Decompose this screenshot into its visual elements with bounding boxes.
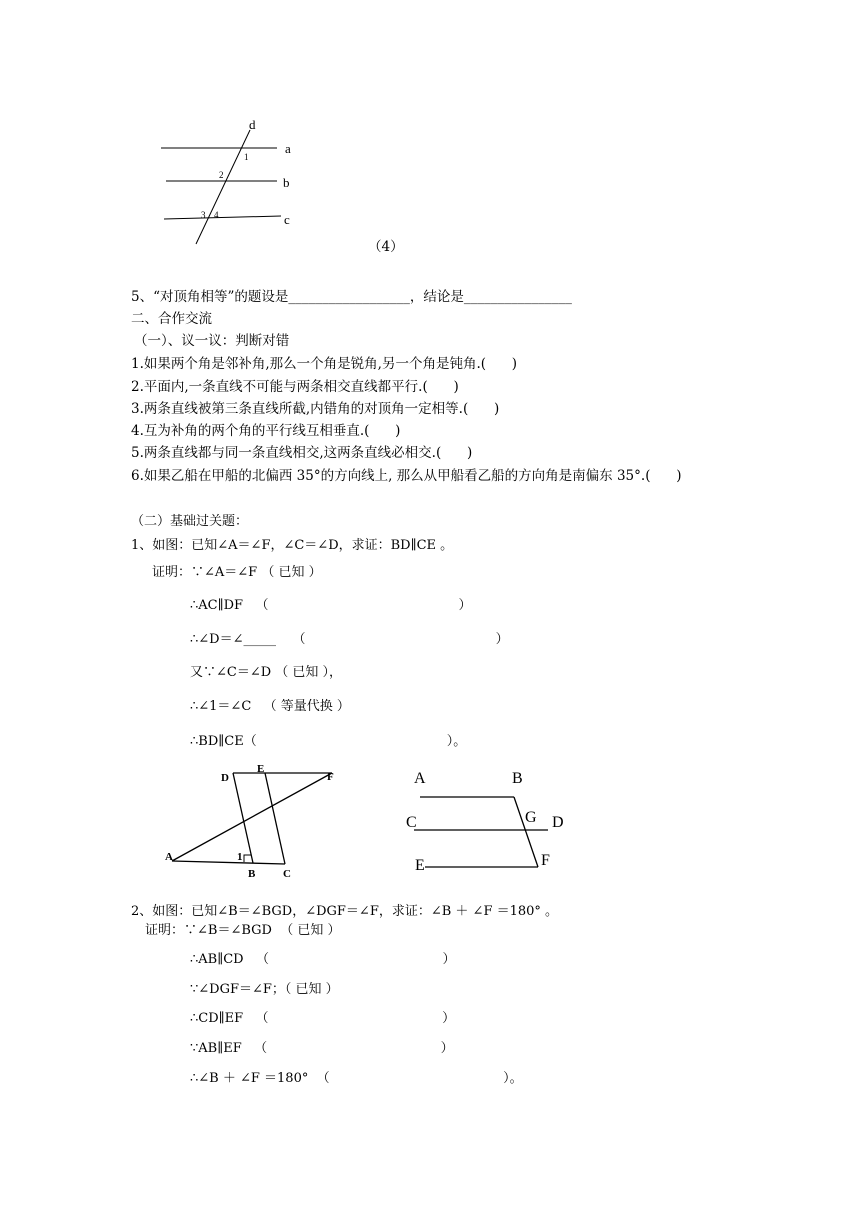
label-F: F [541, 852, 550, 869]
label-angle-3: 3 [201, 210, 206, 220]
segment-BF [514, 797, 538, 867]
label-angle-1: 1 [244, 152, 249, 162]
problem-1-proof-line-2: ∴AC∥DF （ ） [190, 598, 472, 613]
label-A: A [414, 770, 426, 787]
problem-2-proof-line-5: ∵AB∥EF （ ） [190, 1041, 454, 1056]
judge-item-6: 6.如果乙船在甲船的北偏西 35°的方向线上, 那么从甲船看乙船的方向角是南偏东 35°.( ) [131, 468, 682, 484]
problem-2-statement: 2、如图：已知∠B＝∠BGD，∠DGF＝∠F，求证：∠B ＋ ∠F ＝180° 。 [131, 904, 559, 919]
label-1: 1 [237, 851, 243, 863]
section-2-2-heading: （二）基础过关题： [131, 514, 249, 529]
problem-1-proof-line-3: ∴∠D＝∠_____ （ ） [190, 632, 509, 647]
problem-2-proof-line-2: ∴AB∥CD （ ） [190, 952, 456, 967]
label-F: F [327, 771, 334, 783]
problem-2-proof-line-1: 证明：∵∠B＝∠BGD （ 已知 ） [145, 923, 341, 938]
label-angle-4: 4 [214, 210, 219, 220]
label-E: E [257, 763, 265, 775]
figure-4-caption: （4） [368, 239, 404, 255]
label-angle-2: 2 [219, 170, 224, 180]
section-2-1-heading: （一）、议一议：判断对错 [134, 333, 290, 349]
judge-item-5: 5.两条直线都与同一条直线相交,这两条直线必相交.( ) [131, 445, 473, 461]
label-D: D [221, 772, 229, 784]
judge-item-4: 4.互为补角的两个角的平行线互相垂直.( ) [131, 423, 401, 439]
problem-1-proof-line-6: ∴BD∥CE（ ）。 [190, 734, 467, 749]
problem-1-proof-line-4: 又∵∠C＝∠D （ 已知 ）， [190, 665, 343, 680]
problem-2-proof-line-6: ∴∠B ＋ ∠F ＝180° （ ）。 [190, 1071, 523, 1086]
label-D: D [552, 814, 564, 831]
problem-1-proof-line-5: ∴∠1＝∠C （ 等量代换 ） [190, 699, 350, 714]
label-C: C [406, 814, 417, 831]
problem-1-statement: 1、如图：已知∠A＝∠F，∠C＝∠D，求证：BD∥CE 。 [131, 538, 454, 553]
label-G: G [525, 809, 537, 826]
problem-2-proof-line-4: ∴CD∥EF （ ） [190, 1011, 456, 1026]
problem-2-proof-line-3: ∵∠DGF＝∠F；（ 已知 ） [190, 982, 339, 997]
label-C: C [283, 868, 291, 880]
label-A: A [165, 851, 173, 863]
judge-item-2: 2.平面内,一条直线不可能与两条相交直线都平行.( ) [131, 379, 459, 395]
label-B: B [512, 770, 523, 787]
label-E: E [415, 857, 425, 874]
problem-1-proof-line-1: 证明：∵∠A＝∠F （ 已知 ） [152, 565, 322, 580]
judge-item-3: 3.两条直线被第三条直线所截,内错角的对顶角一定相等.( ) [131, 401, 500, 417]
label-c: c [284, 212, 290, 227]
question-5: 5、“对顶角相等”的题设是__________________，结论是________________ [131, 289, 572, 305]
label-a: a [285, 141, 291, 156]
label-b: b [283, 175, 290, 190]
judge-item-1: 1.如果两个角是邻补角,那么一个角是锐角,另一个角是钝角.( ) [131, 356, 518, 372]
label-B: B [248, 868, 256, 880]
label-d: d [249, 117, 256, 132]
section-2-heading: 二、合作交流 [131, 311, 212, 327]
